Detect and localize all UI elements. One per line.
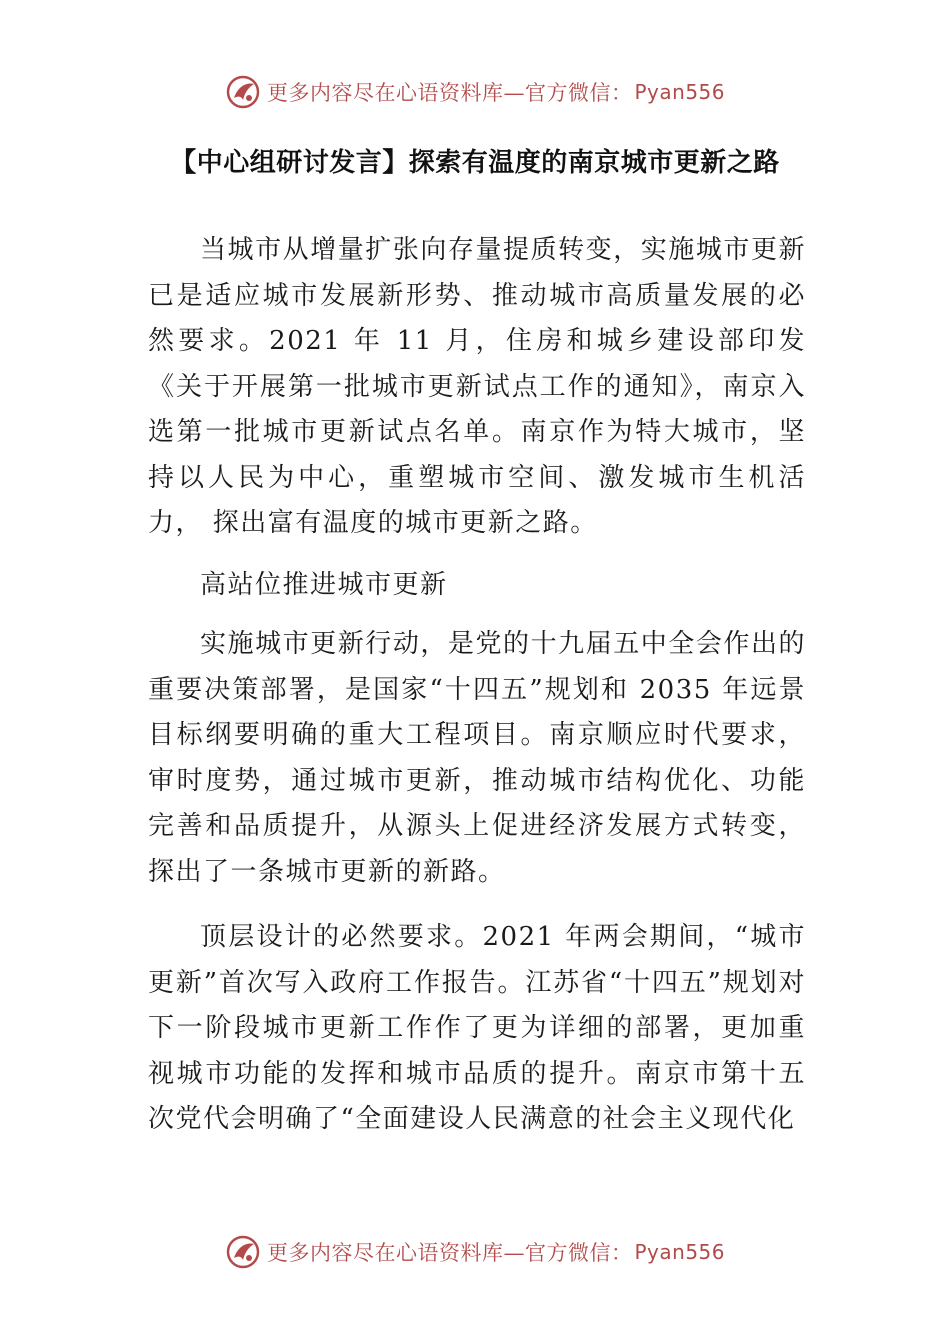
watermark-id: Pyan556 [634, 80, 725, 104]
section-heading: 高站位推进城市更新 [200, 569, 448, 600]
watermark-text: 更多内容尽在心语资料库—官方微信： [266, 1241, 633, 1265]
footer-watermark [0, 1232, 950, 1272]
logo-icon [225, 1234, 261, 1270]
paragraph-3: 顶层设计的必然要求。2021 年两会期间，“城市更新”首次写入政府工作报告。江苏省“十四五”规划对下一阶段城市更新工作作了更为详细的部署，更加重视城市功能的发挥和城市品质的提升。南京市第十五次党代会明确了“全面建设人民满意的社会主义现代化 [148, 922, 806, 1134]
logo-icon [225, 74, 261, 110]
watermark-id: Pyan556 [634, 1240, 725, 1264]
paragraph-1: 当城市从增量扩张向存量提质转变，实施城市更新已是适应城市发展新形势、推动城市高质量发展的必然要求。2021 年 11 月，住房和城乡建设部印发《关于开展第一批城市更新试点工作的通知》，南京入选第一批城市更新试点名单。南京作为特大城市，坚持以人民为中心，重塑城市空间、激发城市生机活力， 探出富有温度的城市更新之路。 [148, 235, 806, 538]
page-title: 【中心组研讨发言】探索有温度的南京城市更新之路 [170, 148, 780, 178]
article-body [148, 228, 806, 1143]
watermark-text: 更多内容尽在心语资料库—官方微信： [266, 81, 633, 105]
paragraph-2: 实施城市更新行动，是党的十九届五中全会作出的重要决策部署，是国家“十四五”规划和 2035 年远景目标纲要明确的重大工程项目。南京顺应时代要求，审时度势，通过城市更新，推动城市结构优化、功能完善和品质提升，从源头上促进经济发展方式转变，探出了一条城市更新的新路。 [148, 629, 806, 887]
header-watermark [0, 72, 950, 112]
